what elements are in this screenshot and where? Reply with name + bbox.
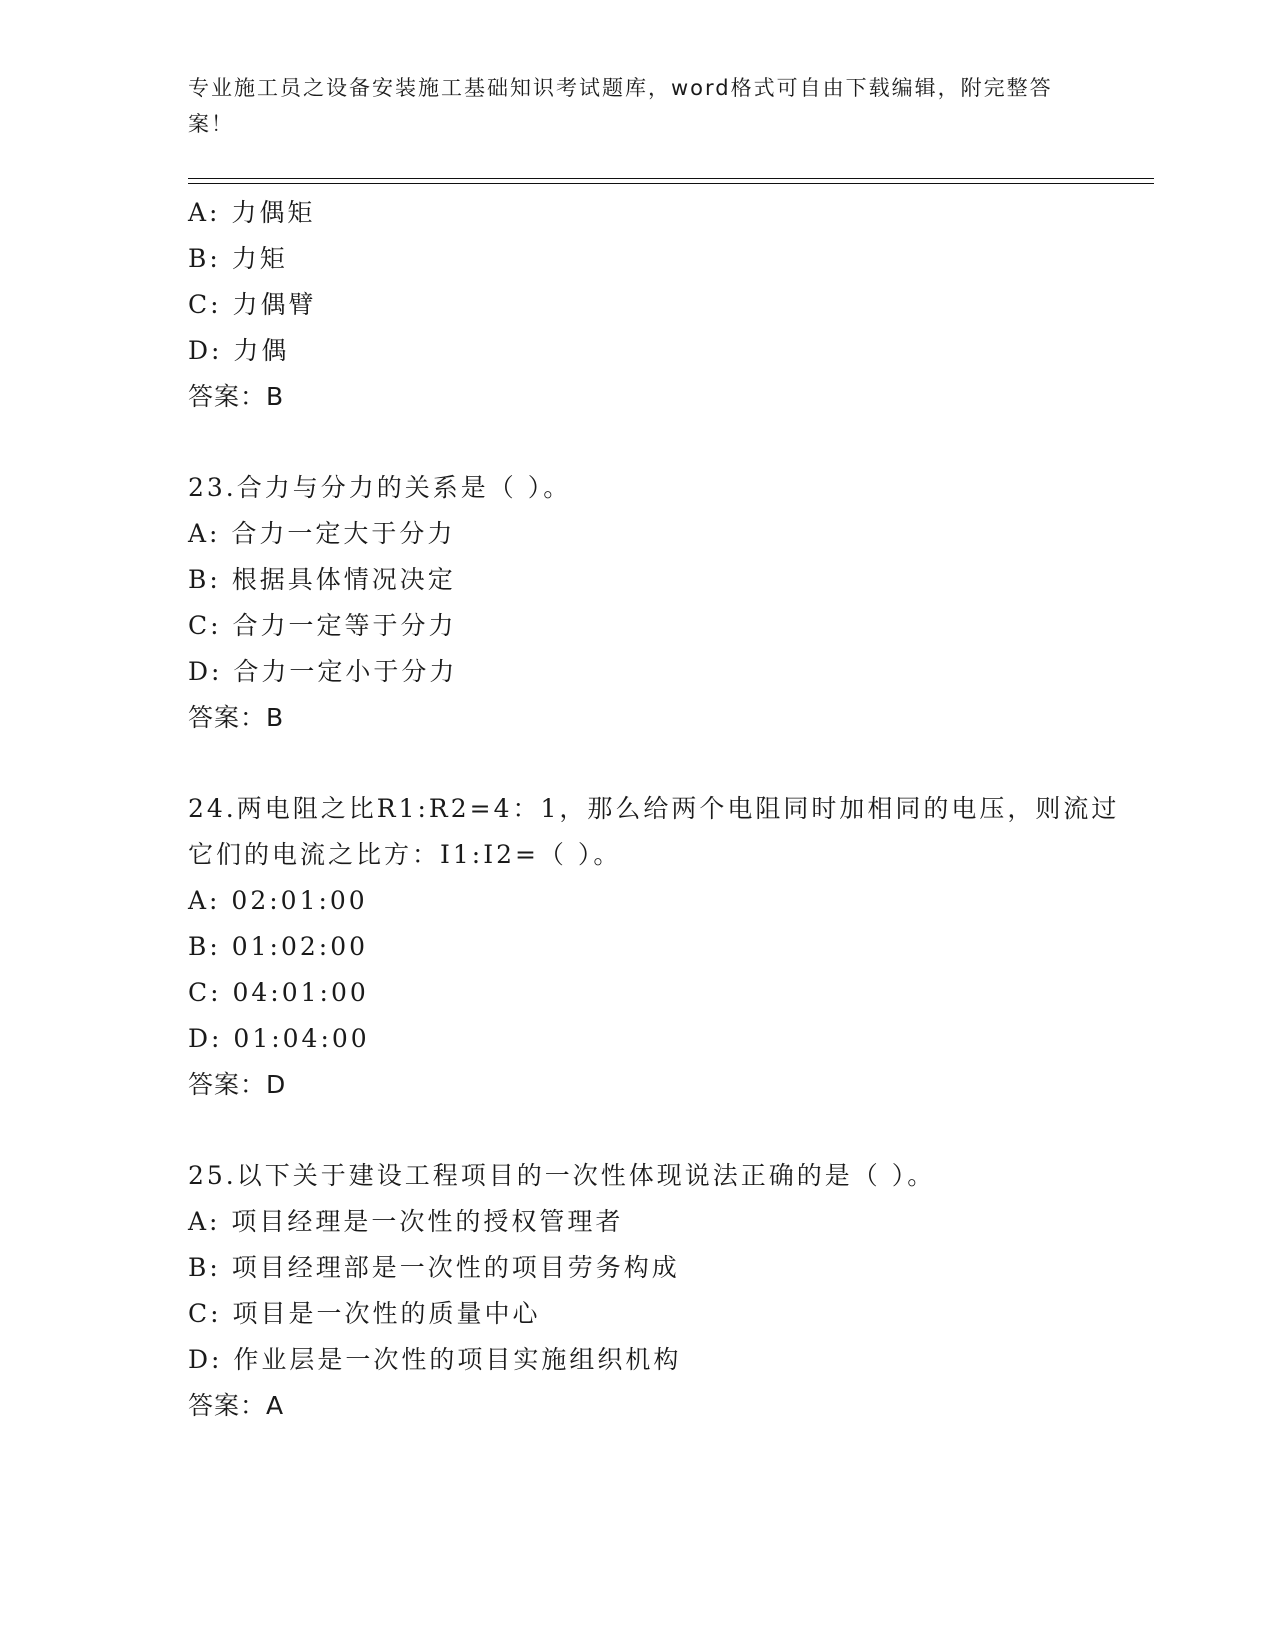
- header-divider-top: [188, 178, 1154, 179]
- option-b: B: 项目经理部是一次性的项目劳务构成: [188, 1253, 680, 1282]
- question-stem: 25.以下关于建设工程项目的一次性体现说法正确的是（ ）。: [188, 1161, 936, 1190]
- option-b: B: 力矩: [188, 244, 288, 273]
- question-block-24: [188, 786, 1128, 1108]
- question-list: [188, 190, 1128, 1429]
- option-b: B: 01:02:00: [188, 932, 369, 961]
- option-c: C: 力偶臂: [188, 290, 317, 319]
- spacer: [188, 1108, 1128, 1153]
- spacer: [188, 741, 1128, 786]
- answer-line: 答案：A: [188, 1391, 285, 1420]
- option-a: A: 力偶矩: [188, 198, 316, 227]
- option-d: D: 合力一定小于分力: [188, 657, 458, 686]
- question-block-23: [188, 465, 1128, 741]
- option-a: A: 02:01:00: [188, 886, 368, 915]
- option-c: C: 合力一定等于分力: [188, 611, 457, 640]
- option-b: B: 根据具体情况决定: [188, 565, 456, 594]
- option-c: C: 04:01:00: [188, 978, 369, 1007]
- question-stem: 24.两电阻之比R1:R2=4：1，那么给两个电阻同时加相同的电压，则流过它们的电流之比方：I1:I2=（ ）。: [188, 794, 1120, 869]
- header-divider-bottom: [188, 183, 1154, 184]
- document-header: 专业施工员之设备安装施工基础知识考试题库，word格式可自由下载编辑，附完整答案！: [188, 76, 1053, 136]
- option-d: D: 力偶: [188, 336, 290, 365]
- answer-line: 答案：B: [188, 382, 285, 411]
- question-block-25: [188, 1153, 1128, 1429]
- option-d: D: 作业层是一次性的项目实施组织机构: [188, 1345, 682, 1374]
- option-a: A: 合力一定大于分力: [188, 519, 456, 548]
- question-stem: 23.合力与分力的关系是（ ）。: [188, 473, 572, 502]
- option-d: D: 01:04:00: [188, 1024, 370, 1053]
- answer-line: 答案：B: [188, 703, 285, 732]
- option-a: A: 项目经理是一次性的授权管理者: [188, 1207, 624, 1236]
- question-block-22: [188, 190, 1128, 420]
- answer-line: 答案：D: [188, 1070, 287, 1099]
- spacer: [188, 420, 1128, 465]
- option-c: C: 项目是一次性的质量中心: [188, 1299, 541, 1328]
